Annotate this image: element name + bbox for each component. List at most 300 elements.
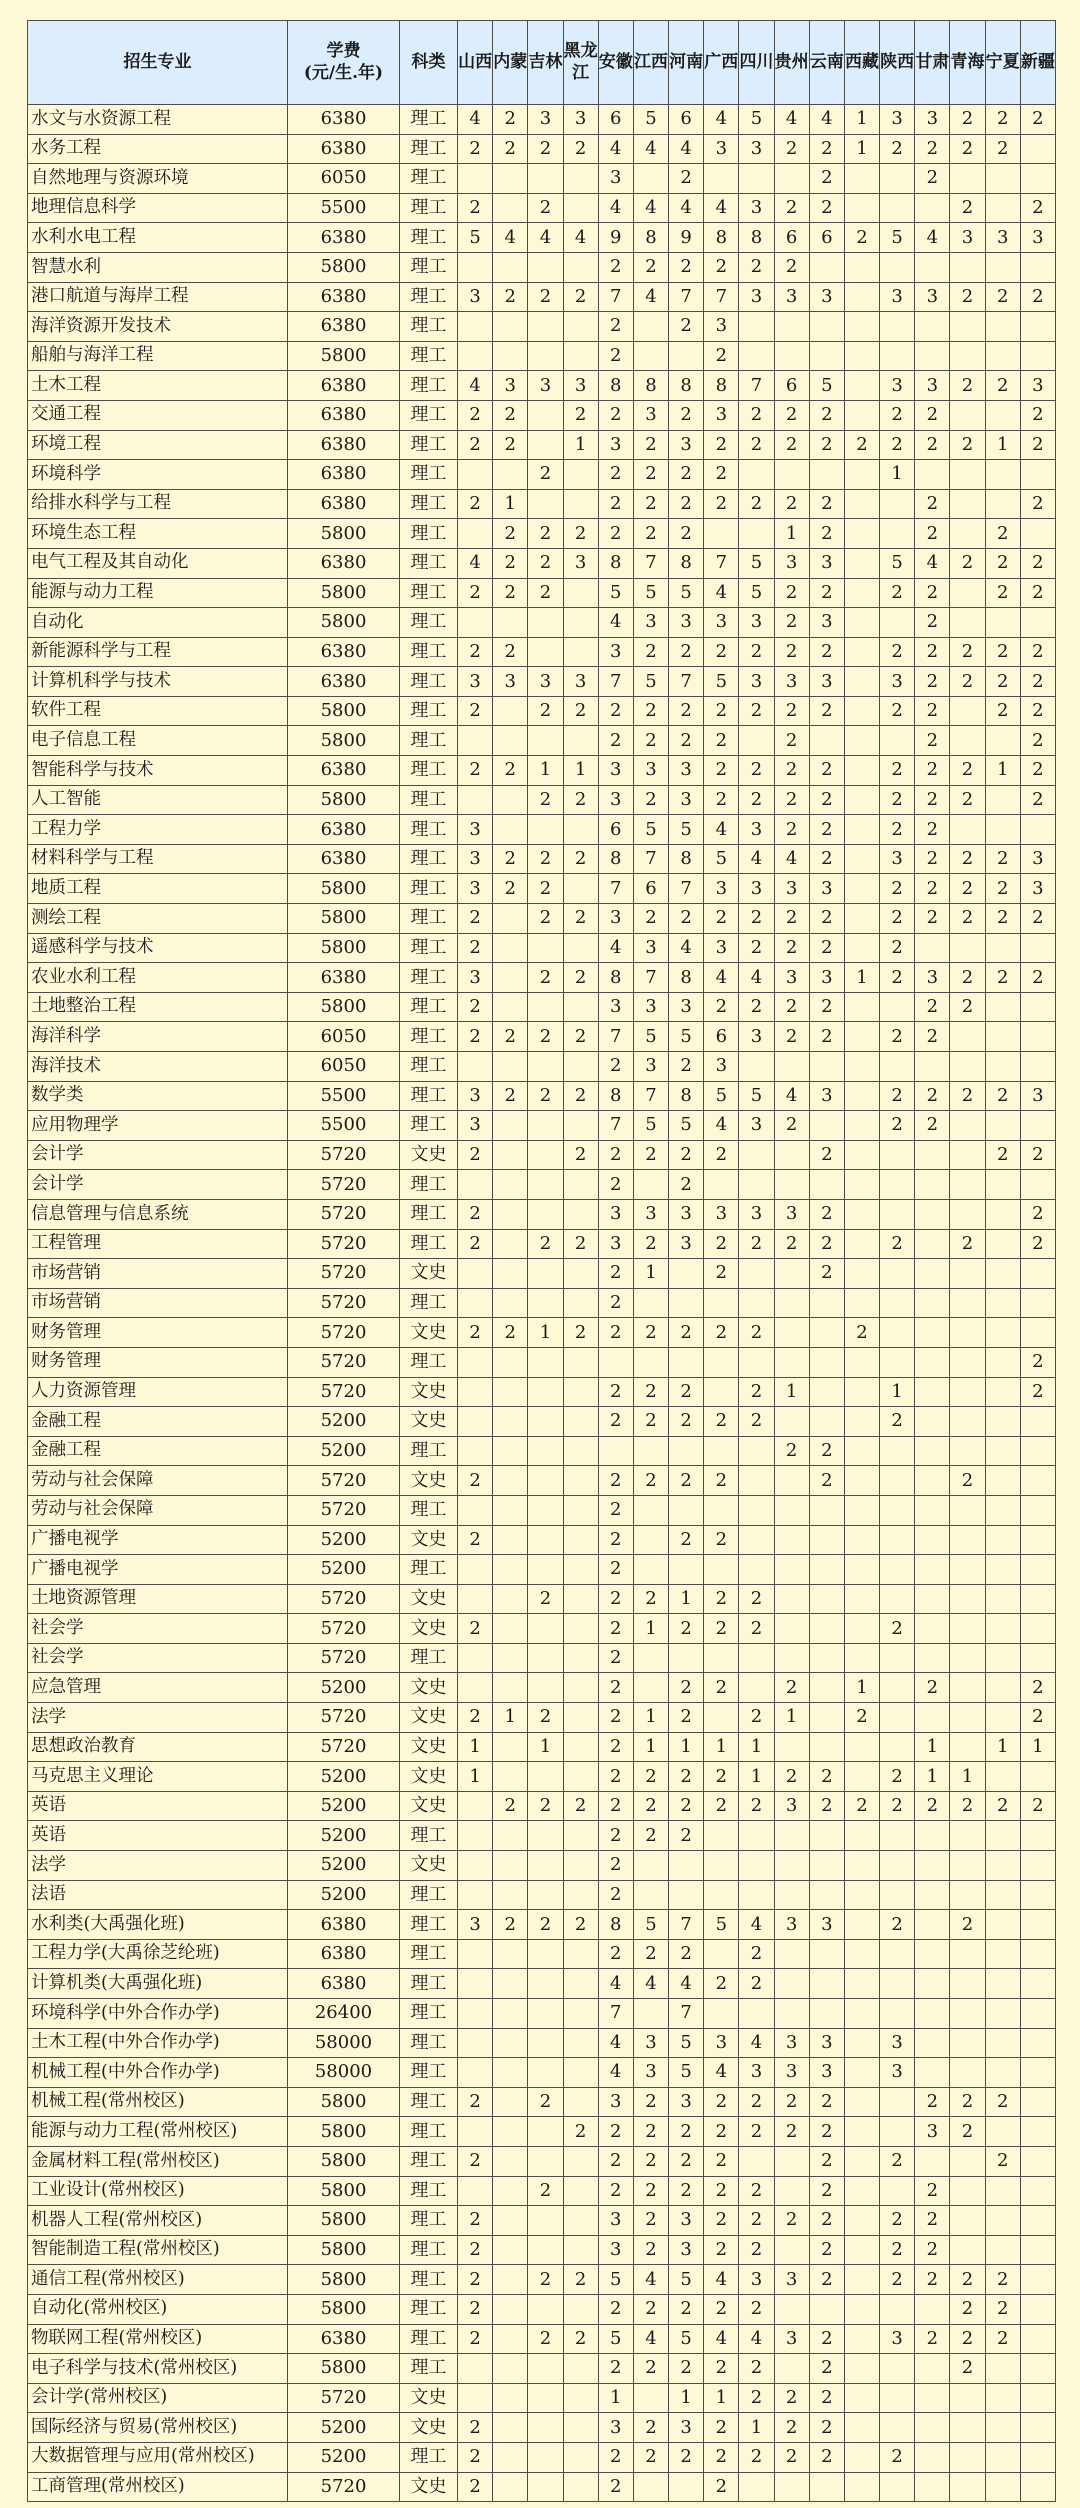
quota-cell bbox=[739, 2146, 774, 2176]
quota-cell: 2 bbox=[669, 1821, 704, 1851]
quota-cell bbox=[844, 578, 879, 608]
quota-cell bbox=[493, 2472, 528, 2502]
quota-cell: 2 bbox=[493, 1910, 528, 1940]
table-row bbox=[28, 1140, 1056, 1170]
quota-cell bbox=[774, 341, 809, 371]
quota-cell: 1 bbox=[633, 1732, 668, 1762]
quota-cell bbox=[774, 1318, 809, 1348]
quota-cell bbox=[985, 489, 1020, 519]
quota-cell bbox=[844, 1347, 879, 1377]
quota-cell: 2 bbox=[704, 785, 739, 815]
quota-cell: 2 bbox=[633, 637, 668, 667]
quota-cell: 2 bbox=[528, 193, 563, 223]
table-row bbox=[28, 1170, 1056, 1200]
quota-cell: 5 bbox=[669, 2265, 704, 2295]
quota-cell bbox=[1020, 1436, 1055, 1466]
type-cell: 理工 bbox=[400, 134, 458, 164]
fee-cell: 6380 bbox=[288, 1939, 400, 1969]
quota-cell: 2 bbox=[1020, 1140, 1055, 1170]
quota-cell bbox=[704, 1643, 739, 1673]
type-cell: 文史 bbox=[400, 1584, 458, 1614]
quota-cell: 2 bbox=[458, 2235, 493, 2265]
quota-cell: 8 bbox=[669, 844, 704, 874]
quota-cell: 2 bbox=[739, 2206, 774, 2236]
type-cell: 理工 bbox=[400, 2087, 458, 2117]
quota-cell: 2 bbox=[915, 2265, 950, 2295]
quota-cell bbox=[915, 2442, 950, 2472]
major-cell: 会计学 bbox=[28, 1140, 288, 1170]
quota-cell: 8 bbox=[633, 223, 668, 253]
quota-cell: 2 bbox=[669, 2176, 704, 2206]
quota-cell: 2 bbox=[774, 1673, 809, 1703]
quota-cell: 2 bbox=[809, 489, 844, 519]
quota-cell: 2 bbox=[809, 2235, 844, 2265]
quota-cell: 7 bbox=[633, 963, 668, 993]
quota-cell: 3 bbox=[774, 2324, 809, 2354]
quota-cell bbox=[774, 2354, 809, 2384]
quota-cell bbox=[1020, 2294, 1055, 2324]
quota-cell: 5 bbox=[704, 667, 739, 697]
quota-cell: 2 bbox=[633, 430, 668, 460]
quota-cell: 2 bbox=[809, 193, 844, 223]
quota-cell: 3 bbox=[458, 667, 493, 697]
quota-cell: 2 bbox=[915, 904, 950, 934]
quota-cell: 1 bbox=[598, 2383, 633, 2413]
quota-cell: 2 bbox=[704, 1259, 739, 1289]
quota-cell: 2 bbox=[493, 1022, 528, 1052]
quota-cell: 2 bbox=[669, 1939, 704, 1969]
quota-cell bbox=[985, 1111, 1020, 1141]
quota-cell bbox=[493, 696, 528, 726]
quota-cell: 2 bbox=[563, 400, 598, 430]
table-row bbox=[28, 1436, 1056, 1466]
quota-cell: 1 bbox=[915, 1732, 950, 1762]
quota-cell bbox=[633, 1170, 668, 1200]
quota-cell: 2 bbox=[950, 2117, 985, 2147]
quota-cell: 2 bbox=[844, 1791, 879, 1821]
type-cell: 理工 bbox=[400, 815, 458, 845]
table-row bbox=[28, 992, 1056, 1022]
table-row bbox=[28, 2146, 1056, 2176]
quota-cell bbox=[880, 341, 915, 371]
quota-cell: 2 bbox=[598, 1643, 633, 1673]
quota-cell bbox=[458, 341, 493, 371]
quota-cell bbox=[528, 2117, 563, 2147]
quota-cell bbox=[1020, 1762, 1055, 1792]
quota-cell bbox=[493, 963, 528, 993]
quota-cell bbox=[880, 1939, 915, 1969]
quota-cell: 4 bbox=[774, 105, 809, 135]
quota-cell: 3 bbox=[704, 400, 739, 430]
quota-cell bbox=[844, 2354, 879, 2384]
quota-cell: 2 bbox=[598, 1466, 633, 1496]
quota-cell: 2 bbox=[774, 489, 809, 519]
quota-cell bbox=[528, 341, 563, 371]
quota-cell bbox=[809, 1495, 844, 1525]
fee-cell: 5200 bbox=[288, 1791, 400, 1821]
table-row bbox=[28, 2442, 1056, 2472]
quota-cell: 2 bbox=[985, 2087, 1020, 2117]
quota-cell: 2 bbox=[704, 2087, 739, 2117]
table-row bbox=[28, 2354, 1056, 2384]
quota-cell bbox=[950, 2472, 985, 2502]
quota-cell bbox=[493, 312, 528, 342]
table-row bbox=[28, 1703, 1056, 1733]
quota-cell: 2 bbox=[458, 992, 493, 1022]
fee-cell: 5800 bbox=[288, 2176, 400, 2206]
type-cell: 文史 bbox=[400, 1377, 458, 1407]
quota-cell bbox=[563, 1643, 598, 1673]
quota-cell bbox=[844, 2442, 879, 2472]
admission-plan-table bbox=[27, 20, 1056, 2502]
type-cell: 理工 bbox=[400, 1495, 458, 1525]
quota-cell: 2 bbox=[809, 1022, 844, 1052]
major-cell: 会计学(常州校区) bbox=[28, 2383, 288, 2413]
quota-cell: 3 bbox=[880, 371, 915, 401]
quota-cell: 4 bbox=[704, 578, 739, 608]
quota-cell bbox=[704, 1821, 739, 1851]
type-cell: 理工 bbox=[400, 1821, 458, 1851]
quota-cell: 2 bbox=[633, 1821, 668, 1851]
quota-cell: 4 bbox=[598, 2028, 633, 2058]
quota-cell: 2 bbox=[915, 2176, 950, 2206]
type-cell: 理工 bbox=[400, 1347, 458, 1377]
quota-cell: 5 bbox=[704, 844, 739, 874]
quota-cell: 3 bbox=[598, 785, 633, 815]
quota-cell bbox=[844, 2087, 879, 2117]
quota-cell bbox=[633, 1495, 668, 1525]
quota-cell: 1 bbox=[563, 430, 598, 460]
quota-cell: 2 bbox=[458, 1199, 493, 1229]
fee-cell: 5720 bbox=[288, 1584, 400, 1614]
quota-cell bbox=[844, 1288, 879, 1318]
quota-cell bbox=[809, 1407, 844, 1437]
quota-cell: 2 bbox=[1020, 548, 1055, 578]
quota-cell: 2 bbox=[809, 1791, 844, 1821]
quota-cell: 2 bbox=[458, 2206, 493, 2236]
quota-cell bbox=[563, 1732, 598, 1762]
quota-cell: 2 bbox=[739, 756, 774, 786]
quota-cell bbox=[563, 2383, 598, 2413]
quota-cell bbox=[950, 252, 985, 282]
type-cell: 理工 bbox=[400, 1910, 458, 1940]
quota-cell bbox=[528, 1555, 563, 1585]
quota-cell bbox=[493, 1377, 528, 1407]
quota-cell bbox=[985, 1673, 1020, 1703]
quota-cell bbox=[633, 1851, 668, 1881]
quota-cell: 2 bbox=[950, 637, 985, 667]
quota-cell bbox=[880, 1347, 915, 1377]
quota-cell bbox=[950, 312, 985, 342]
quota-cell: 2 bbox=[563, 696, 598, 726]
table-row bbox=[28, 1732, 1056, 1762]
quota-cell bbox=[844, 785, 879, 815]
quota-cell bbox=[844, 2324, 879, 2354]
quota-cell: 2 bbox=[633, 1939, 668, 1969]
quota-cell bbox=[493, 2383, 528, 2413]
table-row bbox=[28, 2294, 1056, 2324]
table-row bbox=[28, 785, 1056, 815]
header-fee: 学费 (元/生.年) bbox=[288, 21, 400, 105]
major-cell: 自动化(常州校区) bbox=[28, 2294, 288, 2324]
quota-cell: 2 bbox=[950, 282, 985, 312]
quota-cell: 2 bbox=[598, 1851, 633, 1881]
quota-cell: 2 bbox=[704, 992, 739, 1022]
quota-cell: 2 bbox=[915, 1673, 950, 1703]
quota-cell: 2 bbox=[880, 2146, 915, 2176]
table-row bbox=[28, 164, 1056, 194]
quota-cell bbox=[598, 1436, 633, 1466]
quota-cell bbox=[809, 460, 844, 490]
quota-cell: 3 bbox=[598, 637, 633, 667]
quota-cell: 4 bbox=[669, 933, 704, 963]
quota-cell bbox=[880, 1999, 915, 2029]
quota-cell bbox=[458, 1259, 493, 1289]
quota-cell bbox=[844, 608, 879, 638]
major-cell: 财务管理 bbox=[28, 1318, 288, 1348]
quota-cell: 8 bbox=[598, 548, 633, 578]
fee-cell: 5720 bbox=[288, 1140, 400, 1170]
quota-cell bbox=[985, 2176, 1020, 2206]
quota-cell bbox=[704, 1999, 739, 2029]
fee-cell: 6380 bbox=[288, 223, 400, 253]
quota-cell: 2 bbox=[809, 2146, 844, 2176]
quota-cell: 2 bbox=[669, 1170, 704, 1200]
quota-cell bbox=[844, 2206, 879, 2236]
fee-cell: 6380 bbox=[288, 637, 400, 667]
quota-cell bbox=[493, 726, 528, 756]
quota-cell bbox=[774, 1939, 809, 1969]
quota-cell: 2 bbox=[915, 1791, 950, 1821]
quota-cell bbox=[915, 1466, 950, 1496]
quota-cell: 2 bbox=[633, 1140, 668, 1170]
quota-cell: 2 bbox=[809, 785, 844, 815]
type-cell: 理工 bbox=[400, 548, 458, 578]
quota-cell: 3 bbox=[598, 1199, 633, 1229]
quota-cell bbox=[458, 1052, 493, 1082]
quota-cell: 2 bbox=[669, 2354, 704, 2384]
quota-cell: 5 bbox=[739, 548, 774, 578]
quota-cell bbox=[880, 1170, 915, 1200]
quota-cell bbox=[844, 1466, 879, 1496]
quota-cell: 3 bbox=[880, 844, 915, 874]
quota-cell bbox=[493, 904, 528, 934]
quota-cell: 4 bbox=[739, 1910, 774, 1940]
quota-cell bbox=[528, 2383, 563, 2413]
quota-cell bbox=[809, 1377, 844, 1407]
quota-cell: 7 bbox=[704, 548, 739, 578]
quota-cell bbox=[563, 2028, 598, 2058]
table-row bbox=[28, 282, 1056, 312]
major-cell: 计算机类(大禹强化班) bbox=[28, 1969, 288, 1999]
type-cell: 文史 bbox=[400, 1318, 458, 1348]
quota-cell: 7 bbox=[598, 1111, 633, 1141]
quota-cell bbox=[493, 1969, 528, 1999]
quota-cell: 2 bbox=[669, 696, 704, 726]
quota-cell bbox=[528, 2206, 563, 2236]
quota-cell: 2 bbox=[633, 2235, 668, 2265]
quota-cell: 6 bbox=[669, 105, 704, 135]
quota-cell: 2 bbox=[915, 608, 950, 638]
quota-cell: 2 bbox=[774, 430, 809, 460]
quota-cell bbox=[563, 1111, 598, 1141]
quota-cell bbox=[985, 1584, 1020, 1614]
major-cell: 船舶与海洋工程 bbox=[28, 341, 288, 371]
quota-cell bbox=[950, 1199, 985, 1229]
quota-cell: 2 bbox=[563, 1022, 598, 1052]
quota-cell bbox=[950, 2383, 985, 2413]
quota-cell: 2 bbox=[809, 815, 844, 845]
quota-cell: 7 bbox=[598, 1999, 633, 2029]
quota-cell bbox=[844, 2383, 879, 2413]
quota-cell: 2 bbox=[528, 904, 563, 934]
quota-cell bbox=[528, 2146, 563, 2176]
major-cell: 电子信息工程 bbox=[28, 726, 288, 756]
quota-cell: 3 bbox=[1020, 1081, 1055, 1111]
quota-cell bbox=[458, 2058, 493, 2088]
quota-cell: 2 bbox=[563, 1081, 598, 1111]
quota-cell bbox=[1020, 2176, 1055, 2206]
quota-cell bbox=[844, 1229, 879, 1259]
quota-cell bbox=[880, 2117, 915, 2147]
major-cell: 土地资源管理 bbox=[28, 1584, 288, 1614]
quota-cell: 2 bbox=[704, 1762, 739, 1792]
quota-cell bbox=[563, 2087, 598, 2117]
quota-cell: 2 bbox=[704, 2472, 739, 2502]
table-row bbox=[28, 134, 1056, 164]
quota-cell: 2 bbox=[774, 578, 809, 608]
table-row bbox=[28, 223, 1056, 253]
quota-cell: 3 bbox=[669, 430, 704, 460]
quota-cell: 6 bbox=[774, 223, 809, 253]
quota-cell bbox=[844, 2117, 879, 2147]
type-cell: 文史 bbox=[400, 1703, 458, 1733]
quota-cell bbox=[493, 992, 528, 1022]
quota-cell: 5 bbox=[598, 2324, 633, 2354]
major-cell: 环境生态工程 bbox=[28, 519, 288, 549]
quota-cell: 2 bbox=[739, 933, 774, 963]
quota-cell: 2 bbox=[844, 1703, 879, 1733]
quota-cell bbox=[528, 726, 563, 756]
quota-cell: 1 bbox=[458, 1732, 493, 1762]
quota-cell: 2 bbox=[633, 2206, 668, 2236]
quota-cell bbox=[458, 519, 493, 549]
type-cell: 理工 bbox=[400, 2146, 458, 2176]
quota-cell bbox=[458, 1436, 493, 1466]
quota-cell: 2 bbox=[844, 430, 879, 460]
quota-cell: 2 bbox=[598, 2354, 633, 2384]
quota-cell bbox=[563, 312, 598, 342]
quota-cell: 2 bbox=[880, 1910, 915, 1940]
quota-cell bbox=[915, 1969, 950, 1999]
quota-cell bbox=[809, 1584, 844, 1614]
quota-cell: 2 bbox=[563, 785, 598, 815]
quota-cell bbox=[739, 1347, 774, 1377]
major-cell: 海洋技术 bbox=[28, 1052, 288, 1082]
quota-cell: 3 bbox=[458, 874, 493, 904]
quota-cell: 2 bbox=[915, 400, 950, 430]
quota-cell bbox=[774, 1555, 809, 1585]
quota-cell: 2 bbox=[950, 2324, 985, 2354]
major-cell: 水利类(大禹强化班) bbox=[28, 1910, 288, 1940]
quota-cell: 2 bbox=[739, 400, 774, 430]
quota-cell: 1 bbox=[528, 1732, 563, 1762]
quota-cell: 2 bbox=[739, 2235, 774, 2265]
quota-cell: 2 bbox=[950, 1910, 985, 1940]
fee-cell: 6380 bbox=[288, 134, 400, 164]
type-cell: 理工 bbox=[400, 1939, 458, 1969]
quota-cell: 2 bbox=[458, 1022, 493, 1052]
quota-cell: 2 bbox=[563, 2117, 598, 2147]
quota-cell bbox=[1020, 2383, 1055, 2413]
quota-cell: 2 bbox=[528, 519, 563, 549]
quota-cell: 2 bbox=[563, 519, 598, 549]
quota-cell: 2 bbox=[633, 696, 668, 726]
type-cell: 理工 bbox=[400, 578, 458, 608]
quota-cell: 1 bbox=[774, 519, 809, 549]
type-cell: 理工 bbox=[400, 460, 458, 490]
major-cell: 工程力学(大禹徐芝纶班) bbox=[28, 1939, 288, 1969]
quota-cell bbox=[844, 1436, 879, 1466]
header-province: 河南 bbox=[669, 21, 704, 105]
quota-cell: 3 bbox=[880, 2324, 915, 2354]
quota-cell: 4 bbox=[739, 963, 774, 993]
quota-cell bbox=[563, 1969, 598, 1999]
quota-cell: 2 bbox=[669, 400, 704, 430]
quota-cell: 3 bbox=[880, 2028, 915, 2058]
quota-cell: 2 bbox=[563, 1910, 598, 1940]
quota-cell: 2 bbox=[528, 1229, 563, 1259]
fee-cell: 5720 bbox=[288, 1495, 400, 1525]
quota-cell: 2 bbox=[809, 2413, 844, 2443]
quota-cell: 5 bbox=[633, 1111, 668, 1141]
quota-cell bbox=[1020, 1495, 1055, 1525]
quota-cell: 6 bbox=[633, 874, 668, 904]
quota-cell bbox=[739, 1170, 774, 1200]
quota-cell: 4 bbox=[704, 1111, 739, 1141]
quota-cell: 1 bbox=[669, 1584, 704, 1614]
quota-cell: 2 bbox=[633, 519, 668, 549]
quota-cell: 2 bbox=[493, 1791, 528, 1821]
quota-cell: 3 bbox=[739, 134, 774, 164]
quota-cell: 7 bbox=[633, 844, 668, 874]
quota-cell bbox=[1020, 252, 1055, 282]
fee-cell: 6380 bbox=[288, 105, 400, 135]
quota-cell: 2 bbox=[669, 2146, 704, 2176]
fee-cell: 5800 bbox=[288, 726, 400, 756]
quota-cell bbox=[1020, 992, 1055, 1022]
quota-cell bbox=[493, 1614, 528, 1644]
quota-cell bbox=[844, 2472, 879, 2502]
quota-cell: 2 bbox=[809, 2354, 844, 2384]
quota-cell bbox=[563, 164, 598, 194]
quota-cell: 1 bbox=[985, 1732, 1020, 1762]
quota-cell: 3 bbox=[809, 608, 844, 638]
quota-cell bbox=[915, 1703, 950, 1733]
quota-cell: 2 bbox=[774, 992, 809, 1022]
quota-cell: 3 bbox=[598, 164, 633, 194]
quota-cell: 2 bbox=[809, 400, 844, 430]
quota-cell bbox=[809, 1052, 844, 1082]
quota-cell: 2 bbox=[915, 756, 950, 786]
quota-cell: 2 bbox=[809, 2206, 844, 2236]
type-cell: 理工 bbox=[400, 1969, 458, 1999]
quota-cell bbox=[880, 1199, 915, 1229]
quota-cell: 8 bbox=[669, 548, 704, 578]
quota-cell: 2 bbox=[915, 844, 950, 874]
quota-cell bbox=[844, 844, 879, 874]
quota-cell: 5 bbox=[633, 667, 668, 697]
